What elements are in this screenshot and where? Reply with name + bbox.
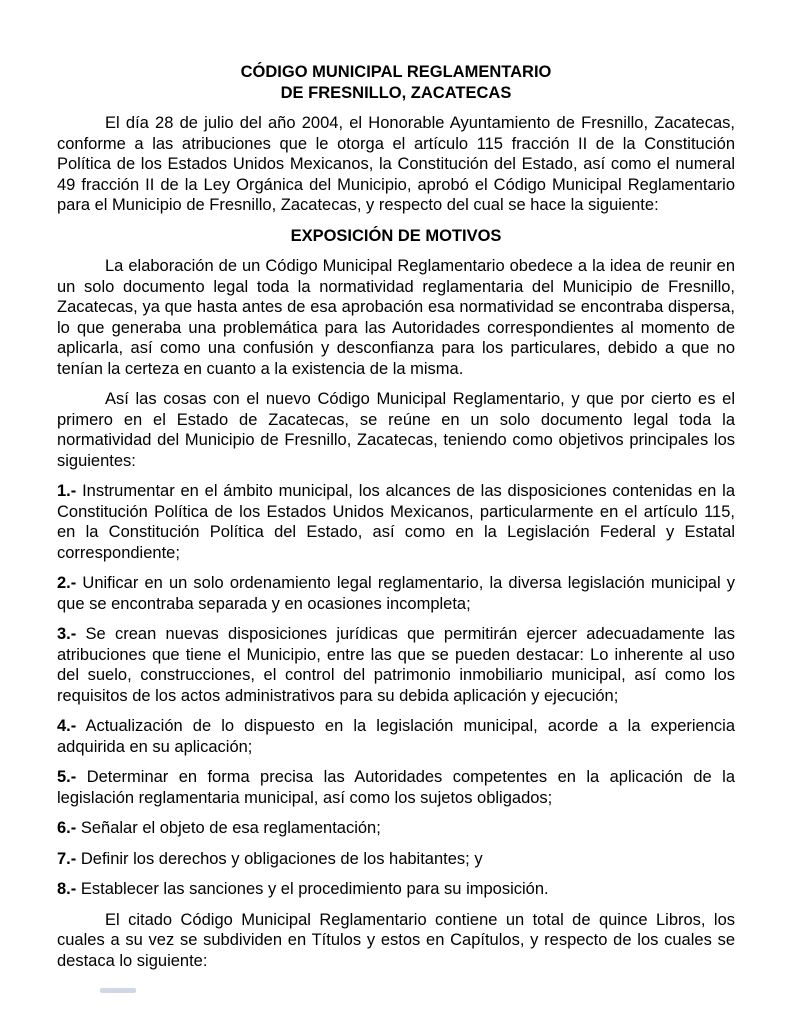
objective-number-5: 5.- (57, 768, 77, 786)
objective-item-2 (57, 573, 735, 614)
objective-item-3 (57, 624, 735, 706)
motives-paragraph-1: La elaboración de un Código Municipal Reglamentario obedece a la idea de reunir en un solo documento legal toda la normatividad reglamentaria del Municipio de Fresnillo, Zacatecas, ya que hasta antes de esa aprobación esa normatividad se encontraba dispersa, lo que generaba una problemática para las Autoridades correspondientes al momento de aplicarla, así como una confusión y desconfianza para los particulares, debido a que no tenían la certeza en cuanto a la existencia de la misma. (57, 257, 735, 378)
document-content (57, 62, 735, 981)
objective-text-8: Establecer las sanciones y el procedimiento para su imposición. (80, 880, 549, 898)
document-title-line1: CÓDIGO MUNICIPAL REGLAMENTARIO (240, 63, 552, 81)
objective-number-3: 3.- (57, 625, 77, 643)
motives-paragraph-2: Así las cosas con el nuevo Código Municipal Reglamentario, y que por cierto es el primero en el Estado de Zacatecas, se reúne en un solo documento legal toda la normatividad del Municipio de Fresnillo, Zacatecas, teniendo como objetivos principales los siguientes: (57, 390, 735, 470)
objective-text-3: Se crean nuevas disposiciones jurídicas que permitirán ejercer adecuadamente las atribuciones que tiene el Municipio, entre las que se pueden destacar: Lo inherente al uso del suelo, construcciones, el control del patrimonio inmobiliario municipal, así como los requisitos de los actos administrativos para su debida aplicación y ejecución; (57, 625, 735, 705)
objective-item-4 (57, 716, 735, 757)
objective-number-6: 6.- (57, 819, 77, 837)
scan-smudge-artifact (100, 988, 136, 993)
objective-text-4: Actualización de lo dispuesto en la legislación municipal, acorde a la experiencia adquirida en su aplicación; (57, 717, 735, 756)
objective-text-2: Unificar en un solo ordenamiento legal reglamentario, la diversa legislación municipal y que se encontraba separada y en ocasiones incompleta; (57, 574, 735, 613)
objective-number-7: 7.- (57, 849, 77, 868)
objective-text-5: Determinar en forma precisa las Autoridades competentes en la aplicación de la legislación reglamentaria municipal, así como los sujetos obligados; (57, 768, 735, 807)
objective-text-1: Instrumentar en el ámbito municipal, los alcances de las disposiciones contenidas en la Constitución Política de los Estados Unidos Mexicanos, particularmente en el artículo 115, en la Constitución Política del Estado, así como en la Legislación Federal y Estatal correspondiente; (57, 482, 735, 562)
objective-item-8 (57, 879, 735, 900)
section-heading: EXPOSICIÓN DE MOTIVOS (290, 226, 502, 245)
intro-paragraph: El día 28 de julio del año 2004, el Honorable Ayuntamiento de Fresnillo, Zacatecas, conforme a las atribuciones que le otorga el artículo 115 fracción II de la Constitución Política de los Estados Unidos Mexicanos, la Constitución del Estado, así como el numeral 49 fracción II de la Ley Orgánica del Municipio, aprobó el Código Municipal Reglamentario para el Municipio de Fresnillo, Zacatecas, y respecto del cual se hace la siguiente: (57, 114, 735, 214)
objective-item-7 (57, 849, 735, 870)
objective-item-1 (57, 481, 735, 563)
closing-paragraph: El citado Código Municipal Reglamentario contiene un total de quince Libros, los cuales a su vez se subdividen en Títulos y estos en Capítulos, y respecto de los cuales se destaca lo siguiente: (57, 910, 735, 970)
objective-number-8: 8.- (57, 880, 77, 898)
document-title-line2: DE FRESNILLO, ZACATECAS (280, 83, 512, 102)
document-title (57, 62, 735, 103)
objective-number-1: 1.- (57, 482, 77, 500)
objective-item-5 (57, 767, 735, 808)
objective-number-2: 2.- (57, 574, 77, 592)
objective-text-6: Señalar el objeto de esa reglamentación; (80, 819, 381, 837)
objective-number-4: 4.- (57, 717, 77, 735)
objective-item-6 (57, 818, 735, 839)
objective-text-7: Definir los derechos y obligaciones de los habitantes; y (80, 849, 483, 868)
